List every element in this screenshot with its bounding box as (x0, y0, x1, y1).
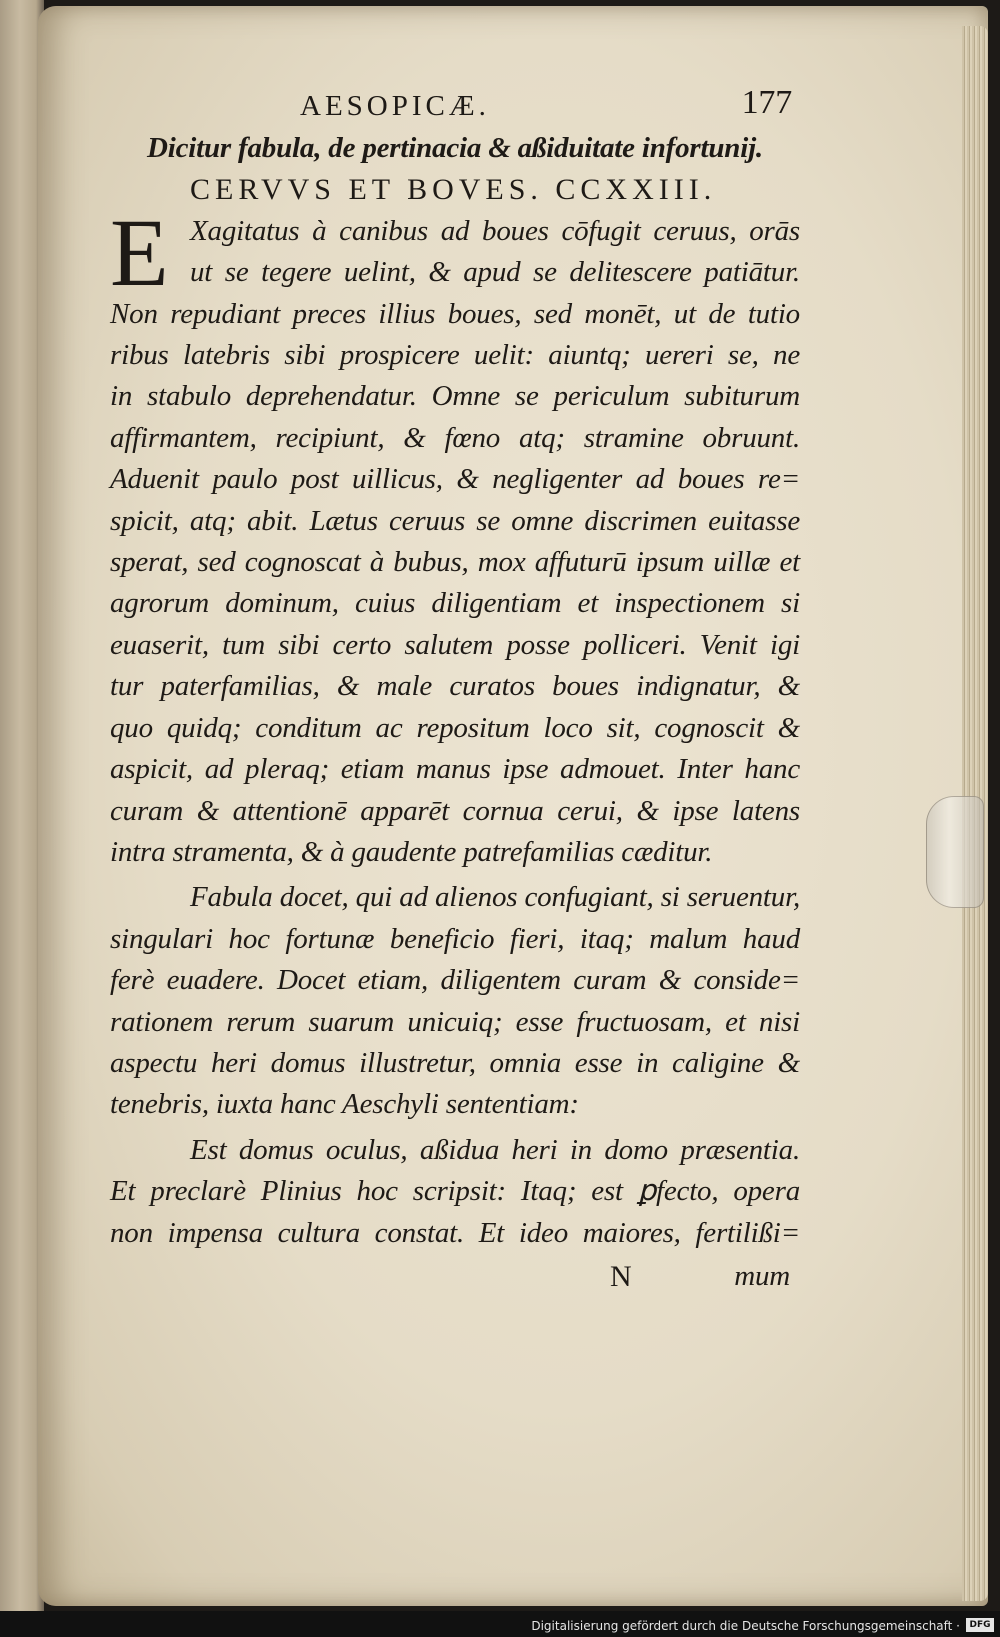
quote-line: Est domus oculus, aßidua heri in domo præsentia. (190, 1133, 800, 1166)
moral-paragraph (110, 877, 800, 1125)
moral-line: aspectu heri domus illustretur, omnia esse in caligine & (110, 1046, 800, 1079)
text-block (110, 82, 800, 1298)
running-head (110, 82, 800, 128)
body-line: spicit, atq; abit. Lætus ceruus se omne discrimen euitasse (110, 504, 800, 537)
previous-fable-summary: Dicitur fabula, de pertinacia & aßiduitate infortunij. (147, 132, 763, 164)
fable-body (110, 198, 800, 874)
quote-line: non impensa cultura constat. Et ideo maiores, fertilißi= (110, 1216, 800, 1249)
moral-line: ferè euadere. Docet etiam, diligentem curam & conside= (110, 964, 800, 997)
running-head-title: AESOPICÆ. (300, 90, 490, 122)
dfg-logo-icon: DFG (966, 1618, 994, 1632)
body-line: ut se tegere uelint, & apud se delitescere patiātur. (190, 256, 800, 289)
body-line: intra stramenta, & à gaudente patrefamilias cæditur. (110, 835, 713, 868)
page-clip (926, 796, 984, 908)
body-line: tur paterfamilias, & male curatos boues indignatur, & (110, 670, 800, 703)
moral-line: Fabula docet, qui ad alienos confugiant, si seruentur, (190, 881, 800, 914)
page-number: 177 (741, 84, 792, 121)
body-line: in stabulo deprehendatur. Omne se periculum subiturum (110, 380, 800, 413)
body-line: agrorum dominum, cuius diligentiam et inspectionem si (110, 587, 800, 620)
body-line: aspicit, ad pleraq; etiam manus ipse admouet. Inter hanc (110, 753, 800, 786)
moral-line: singulari hoc fortunæ beneficio fieri, itaq; malum haud (110, 922, 800, 955)
footer-credit: Digitalisierung gefördert durch die Deutsche Forschungsgemeinschaft · (531, 1619, 960, 1633)
catchword-line (110, 1254, 800, 1298)
signature-mark: N (610, 1259, 632, 1293)
body-line: ribus latebris sibi prospicere uelit: aiuntq; uereri se, ne (110, 339, 800, 372)
body-line: Aduenit paulo post uillicus, & negligenter ad boues re= (110, 463, 800, 496)
body-line: euaserit, tum sibi certo salutem posse polliceri. Venit igi (110, 628, 800, 661)
footer-bar (0, 1611, 1000, 1637)
body-line: quo quidq; conditum ac repositum loco sit, cognoscit & (110, 711, 800, 744)
book-page (38, 6, 988, 1606)
body-line: Xagitatus à canibus ad boues cōfugit ceruus, orās (190, 214, 800, 247)
body-line: affirmantem, recipiunt, & fœno atq; stramine obruunt. (110, 421, 800, 454)
quote-line: Et preclarè Plinius hoc scripsit: Itaq; est ꝑfecto, opera (110, 1175, 800, 1208)
body-line: curam & attentionē apparēt cornua cerui, & ipse latens (110, 794, 800, 827)
moral-line: tenebris, iuxta hanc Aeschyli sententiam: (110, 1088, 579, 1121)
drop-cap: E (110, 198, 169, 306)
catchword: mum (734, 1259, 790, 1292)
moral-line: rationem rerum suarum unicuiq; esse fructuosam, et nisi (110, 1005, 800, 1038)
fable-heading: CERVVS ET BOVES. CCXXIII. (190, 173, 717, 207)
body-line: sperat, sed cognoscat à bubus, mox affuturū ipsum uillæ et (110, 546, 800, 579)
body-line: Non repudiant preces illius boues, sed monēt, ut de tutio (110, 297, 800, 330)
quote-paragraph (110, 1130, 800, 1254)
